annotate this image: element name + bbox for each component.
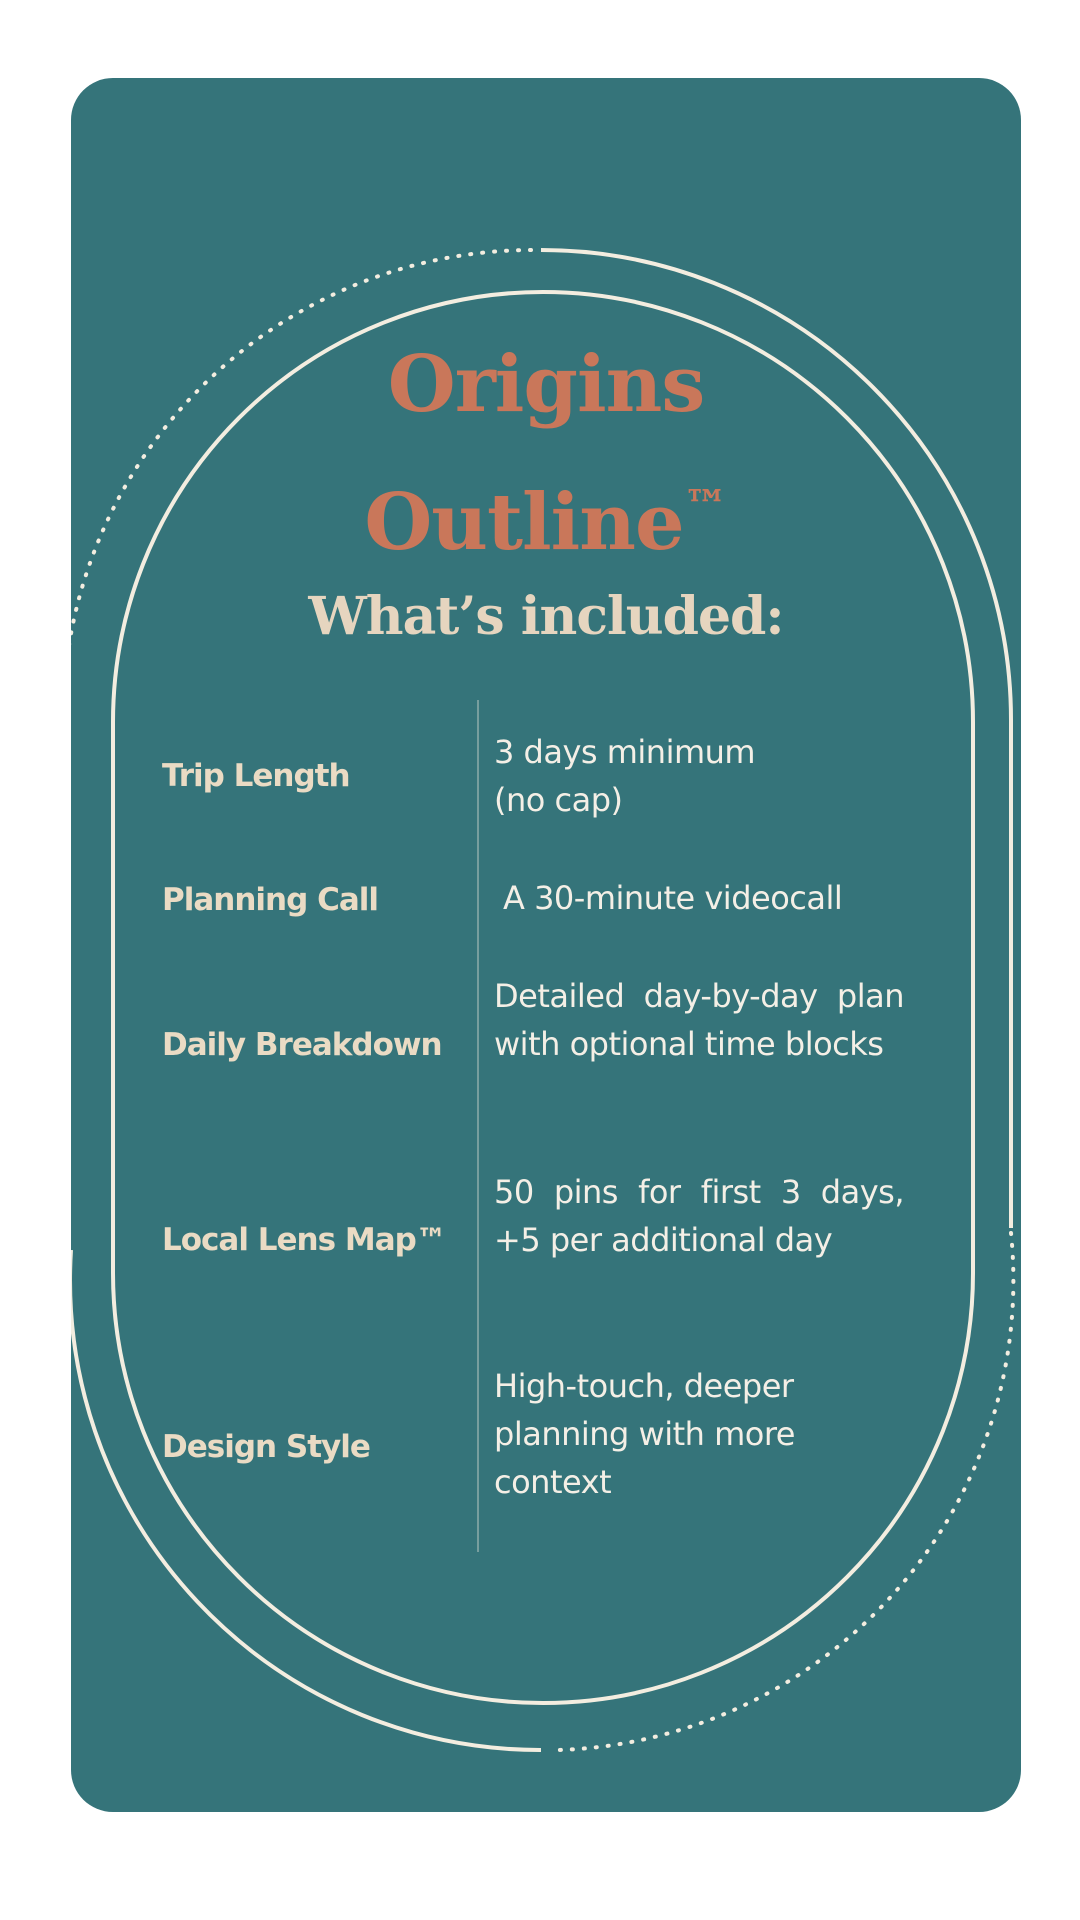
title-text-2: Outline — [364, 477, 684, 568]
row-value-design-style: High-touch, deeper planning with more context — [494, 1367, 795, 1501]
row-value-trip-length: 3 days minimum (no cap) — [494, 733, 756, 819]
row-label-local-lens-map: Local Lens Map™ — [162, 1222, 446, 1258]
section-subtitle: What’s included: — [308, 586, 784, 647]
title-line-outline — [71, 462, 1021, 568]
column-divider — [477, 700, 479, 1552]
title-line-origins — [71, 340, 1021, 430]
row-label-daily-breakdown: Daily Breakdown — [162, 1027, 442, 1063]
offer-card — [71, 78, 1021, 1812]
row-label-design-style: Design Style — [162, 1429, 370, 1465]
row-value-planning-call: A 30-minute videocall — [503, 879, 843, 917]
trademark-mark: ™ — [683, 481, 728, 532]
row-label-trip-length: Trip Length — [162, 758, 350, 794]
outer-frame-arc-bottom — [71, 1250, 541, 1750]
row-value-local-lens-map: 50 pins for first 3 days, +5 per additional day — [494, 1173, 904, 1259]
title-text-1: Origins — [387, 339, 705, 430]
row-label-planning-call: Planning Call — [162, 882, 379, 918]
row-value-daily-breakdown: Detailed day-by-day plan with optional time blocks — [494, 977, 904, 1063]
